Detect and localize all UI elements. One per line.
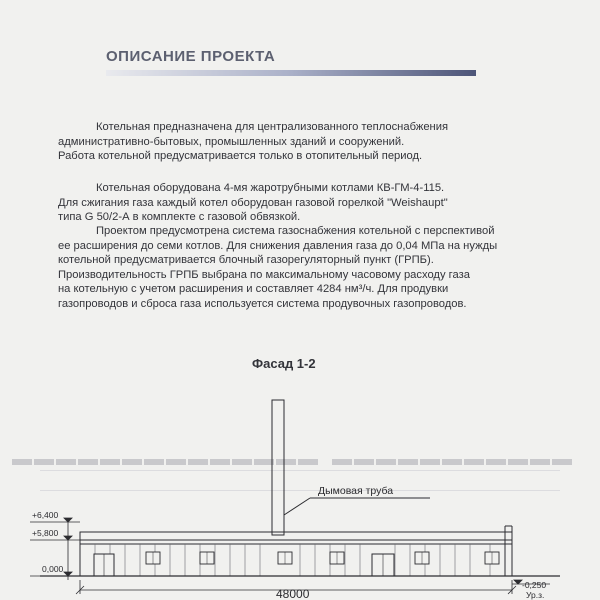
chimney-leader	[284, 498, 310, 515]
facade-wall	[80, 540, 512, 576]
width-dimension: 48000	[276, 587, 310, 600]
text-line: административно-бытовых, промышленных зданий и сооружений.	[58, 135, 405, 148]
text-line: Проектом предусмотрена система газоснабжения котельной с перспективой	[96, 225, 495, 237]
elevation-right: -0,250	[522, 580, 547, 590]
bleed-through-text: ▬▬▬▬▬▬▬▬▬▬▬▬▬▬	[10, 448, 318, 470]
text-line: ее расширения до семи котлов. Для снижения давления газа до 0,04 МПа на нужды	[58, 239, 498, 252]
paragraph-equipment	[58, 181, 528, 225]
bleed-through-text: ▬▬▬▬▬▬▬▬▬▬▬	[330, 448, 572, 470]
section-title: ОПИСАНИЕ ПРОЕКТА	[106, 48, 276, 65]
heading-gradient-bar	[106, 70, 476, 76]
paragraph-gas-supply	[58, 224, 528, 311]
facade-drawing	[0, 380, 600, 600]
elevation-ground: 0,000	[42, 564, 64, 574]
chimney	[272, 400, 284, 535]
chimney-label: Дымовая труба	[318, 485, 394, 497]
text-line: Для сжигания газа каждый котел оборудован газовой горелкой "Weishaupt"	[58, 196, 448, 209]
elevation-top: +6,400	[32, 510, 59, 520]
roof-band	[80, 532, 512, 540]
paragraph-purpose	[58, 120, 528, 164]
elevation-right-sub: Ур.з.	[526, 590, 545, 600]
text-line: Котельная оборудована 4-мя жаротрубными котлами КВ-ГМ-4-115.	[96, 182, 445, 194]
elevation-eave: +5,800	[32, 528, 59, 538]
text-line: типа G 50/2-А в комплекте с газовой обвязкой.	[58, 211, 301, 223]
section-heading	[106, 48, 476, 78]
text-line: котельной предусматривается блочный газорегуляторный пункт (ГРПБ).	[58, 254, 434, 266]
facade-title: Фасад 1-2	[252, 356, 316, 371]
text-line: Работа котельной предусматривается только в отопительный период.	[58, 150, 423, 162]
text-line: Производительность ГРПБ выбрана по максимальному часовому расходу газа	[58, 268, 470, 281]
text-line: газопроводов и сброса газа используется система продувочных газопроводов.	[58, 297, 467, 310]
text-line: на котельную с учетом расширения и составляет 4284 нм³/ч. Для продувки	[58, 283, 449, 295]
text-line: Котельная предназначена для централизованного теплоснабжения	[96, 121, 449, 133]
